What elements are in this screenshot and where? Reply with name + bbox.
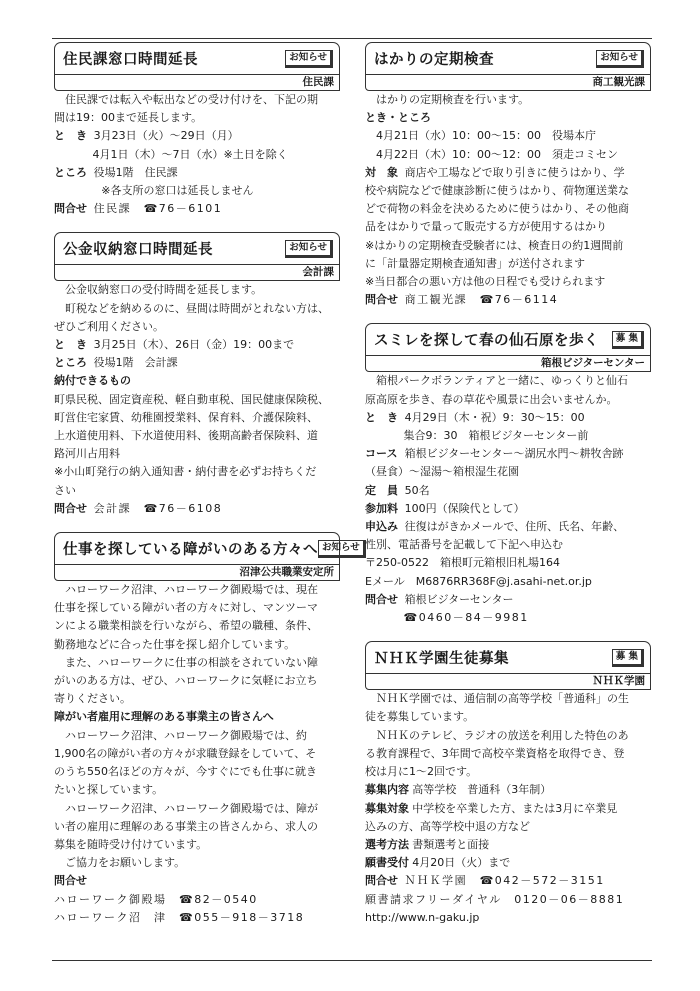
article-body — [365, 372, 651, 627]
line-text: 町営住宅家賃、幼稚園授業料、保育料、介護保険料、 — [54, 410, 318, 424]
body-line — [54, 482, 340, 500]
body-line — [365, 763, 651, 781]
line-text: 住民課では転入や転出などの受け付けを、下記の期 — [65, 93, 318, 106]
body-line — [365, 518, 651, 536]
body-line — [54, 354, 340, 372]
line-text: 100円（保険代として） — [404, 501, 525, 515]
body-line — [365, 554, 651, 572]
dept-row — [54, 264, 340, 281]
body-line — [54, 654, 340, 672]
right-column — [365, 42, 651, 941]
body-line — [365, 836, 651, 854]
body-line — [365, 872, 651, 890]
line-text: い者の雇用に理解のある事業主の皆さんから、求人の — [54, 819, 318, 833]
body-line — [54, 391, 340, 409]
body-line — [54, 836, 340, 854]
body-line — [54, 336, 340, 354]
department-label: 商工観光課 — [365, 74, 651, 91]
body-line — [54, 182, 340, 200]
article-title: ＮＨＫ学園生徒募集 — [374, 651, 509, 668]
body-line — [365, 372, 651, 390]
line-text: 箱根ビジターセンター～湖尻水門～耕牧舎跡 — [404, 447, 624, 461]
dept-row — [365, 673, 651, 690]
line-text: 役場1階 住民課 — [93, 165, 178, 179]
line-text: 集合9：30 箱根ビジターセンター前 — [403, 429, 589, 443]
body-line — [54, 872, 340, 890]
body-line — [365, 591, 651, 609]
body-line — [54, 372, 340, 390]
field-key: ところ — [54, 356, 87, 370]
body-line — [54, 599, 340, 617]
line-text: ※当日都合の悪い方は他の日程でも受けられます — [365, 275, 606, 289]
body-line — [54, 800, 340, 818]
line-text: ぜひご利用ください。 — [54, 319, 164, 333]
line-text: ハローワーク御殿場 ☎82－0540 — [54, 892, 258, 906]
body-line — [54, 91, 340, 109]
line-text: 4月1日（木）～7日（水）※土日を除く — [92, 147, 288, 161]
body-line — [54, 581, 340, 599]
body-line — [54, 318, 340, 336]
line-text: ハローワーク沼 津 ☎055－918－3718 — [54, 910, 305, 924]
body-line — [54, 146, 340, 164]
field-key: 問合せ — [365, 293, 398, 307]
line-text: 商工観光課 ☎76－6114 — [404, 293, 559, 307]
body-line — [365, 255, 651, 273]
body-line — [54, 690, 340, 708]
field-key: 募集内容 — [365, 783, 409, 797]
line-text: http://www.n-gaku.jp — [365, 910, 480, 924]
article-header — [365, 42, 651, 74]
line-text: 高等学校 普通科（3年制） — [412, 783, 552, 797]
body-line — [365, 482, 651, 500]
field-key: と き — [54, 129, 87, 143]
line-text: 校や病院などで健康診断に使うはかり、荷物運送業な — [365, 184, 629, 198]
article-title: スミレを探して春の仙石原を歩く — [374, 333, 599, 350]
body-line — [54, 427, 340, 445]
line-text: に「計量器定期検査通知書」が送付されます — [365, 256, 585, 270]
body-line — [54, 727, 340, 745]
article-header — [54, 532, 360, 564]
body-line — [365, 573, 651, 591]
article-left-2 — [54, 532, 360, 927]
field-key: 対 象 — [365, 165, 398, 179]
field-key: 問合せ — [365, 874, 398, 888]
line-text: 3月23日（火）～29日（月） — [93, 129, 239, 143]
article-body — [365, 690, 651, 927]
body-line — [365, 91, 651, 109]
notice-badge: お知らせ — [318, 540, 366, 558]
line-text: 障がい者雇用に理解のある事業主の皆さんへ — [54, 710, 274, 724]
line-text: る教育課程で、3年間で高校卒業資格を取得でき、登 — [365, 746, 625, 760]
field-key: 問合せ — [54, 501, 87, 515]
line-text: ※小山町発行の納入通知書・納付書を必ずお持ちくだ — [54, 465, 317, 479]
line-text: 原高原を歩き、春の草花や風景に出会いませんか。 — [365, 392, 618, 406]
line-text: 中学校を卒業した方、または3月に卒業見 — [412, 801, 618, 815]
body-line — [54, 891, 340, 909]
article-body — [54, 91, 340, 218]
department-label: 沼津公共職業安定所 — [54, 564, 340, 581]
body-line — [54, 745, 340, 763]
body-line — [365, 218, 651, 236]
body-line — [365, 891, 651, 909]
field-key: 選考方法 — [365, 837, 409, 851]
line-text: 仕事を探している障がい者の方々に対し、マンツーマ — [54, 601, 318, 615]
line-text: 町税などを納めるのに、昼間は時間がとれない方は、 — [65, 301, 329, 315]
line-text: 商店や工場などで取り引きに使うはかり、学 — [404, 165, 625, 179]
line-text: 込みの方、高等学校中退の方など — [365, 819, 530, 833]
line-text: 公金収納窓口の受付時間を延長します。 — [65, 283, 263, 297]
line-text: ※はかりの定期検査受験者には、検査日の約1週間前 — [365, 238, 624, 252]
notice-badge: お知らせ — [596, 50, 644, 68]
article-body — [54, 581, 340, 927]
line-text: 校は月に1～2回です。 — [365, 765, 478, 779]
line-text: ハローワーク沼津、ハローワーク御殿場では、障が — [65, 801, 318, 815]
line-text: ＮＨＫ学園 ☎042－572－3151 — [404, 874, 605, 888]
line-text: 上水道使用料、下水道使用料、後期高齢者保険料、道 — [54, 429, 318, 443]
body-line — [365, 237, 651, 255]
line-text: ＮＨＫ学園では、通信制の高等学校「普通科」の生 — [376, 692, 629, 706]
field-key: 参加料 — [365, 501, 398, 515]
line-text: ＮＨＫのテレビ、ラジオの放送を利用した特色のあ — [376, 728, 629, 742]
article-header — [54, 232, 340, 264]
article-left-0 — [54, 42, 340, 218]
body-line — [365, 273, 651, 291]
line-text: 〒250-0522 箱根町元箱根旧札場164 — [365, 556, 560, 570]
article-left-1 — [54, 232, 340, 518]
line-text: 3月25日（木）、26日（金）19：00まで — [93, 338, 295, 352]
line-text: のうち550名ほどの方々が、今すぐにでも仕事に就き — [54, 765, 317, 779]
dept-row — [365, 355, 651, 372]
body-line — [365, 690, 651, 708]
body-line — [365, 427, 651, 445]
field-key: ところ — [54, 165, 87, 179]
dept-row — [54, 564, 340, 581]
body-line — [365, 409, 651, 427]
article-right-2 — [365, 641, 651, 927]
body-line — [54, 200, 340, 218]
line-text: 往復はがきかメールで、住所、氏名、年齢、 — [404, 520, 625, 534]
body-line — [54, 909, 340, 927]
body-line — [365, 781, 651, 799]
body-line — [365, 745, 651, 763]
line-text: また、ハローワークに仕事の相談をされていない障 — [65, 655, 318, 669]
line-text: ハローワーク沼津、ハローワーク御殿場では、現在 — [65, 583, 318, 597]
body-line — [365, 463, 651, 481]
article-header — [365, 641, 651, 673]
line-text: さい — [54, 483, 76, 497]
department-label: 箱根ビジターセンター — [365, 355, 651, 372]
field-key: と き — [365, 410, 398, 424]
body-line — [365, 146, 651, 164]
line-text: （昼食）～湿湯～箱根湿生花園 — [365, 465, 519, 479]
line-text: 性別、電話番号を記載して下記へ申込む — [365, 538, 563, 552]
notice-badge: 募 集 — [612, 649, 644, 667]
dept-row — [365, 74, 651, 91]
field-key: と き — [54, 338, 87, 352]
body-line — [54, 500, 340, 518]
department-label: ＮＨＫ学園 — [365, 673, 651, 690]
body-line — [365, 164, 651, 182]
article-body — [54, 281, 340, 518]
body-line — [365, 182, 651, 200]
body-line — [54, 763, 340, 781]
body-line — [365, 445, 651, 463]
body-line — [54, 708, 340, 726]
line-text: とき・ところ — [365, 111, 431, 125]
line-text: 寄りください。 — [54, 692, 131, 706]
line-text: がいのある方は、ぜひ、ハローワークに気軽にお立ち — [54, 674, 318, 688]
body-line — [365, 200, 651, 218]
line-text: 50名 — [404, 483, 430, 497]
body-line — [54, 636, 340, 654]
body-line — [365, 727, 651, 745]
field-key: 問合せ — [365, 592, 398, 606]
department-label: 会計課 — [54, 264, 340, 281]
line-text: はかりの定期検査を行います。 — [376, 93, 530, 106]
body-line — [365, 109, 651, 127]
line-text: 1,900名の障がい者の方々が求職登録をしていて、そ — [54, 746, 317, 760]
line-text: 問合せ — [54, 874, 87, 888]
line-text: ハローワーク沼津、ハローワーク御殿場では、約 — [65, 728, 307, 742]
line-text: 役場1階 会計課 — [93, 356, 178, 370]
line-text: 徒を募集しています。 — [365, 710, 475, 724]
article-title: はかりの定期検査 — [374, 52, 494, 68]
body-line — [365, 391, 651, 409]
field-key: 問合せ — [54, 202, 87, 216]
line-text: どで荷物の料金を決めるために使うはかり、その他商 — [365, 202, 629, 216]
article-title: 住民課窓口時間延長 — [63, 52, 198, 68]
line-text: ンによる職業相談を行いながら、希望の職種、条件、 — [54, 619, 318, 633]
line-text: 間は19：00まで延長します。 — [54, 111, 203, 125]
body-line — [54, 445, 340, 463]
article-title: 仕事を探している障がいのある方々へ — [63, 542, 318, 559]
line-text: 願書請求フリーダイヤル 0120－06－8881 — [365, 892, 625, 906]
article-right-1 — [365, 323, 651, 627]
line-text: 4月20日（火）まで — [412, 856, 511, 870]
body-line — [365, 127, 651, 145]
article-header — [365, 323, 651, 355]
department-label: 住民課 — [54, 74, 340, 91]
line-text: 納付できるもの — [54, 374, 131, 388]
line-text: 品をはかりで量って販売する方が使用するはかり — [365, 220, 607, 234]
body-line — [54, 109, 340, 127]
body-line — [54, 164, 340, 182]
line-text: 4月22日（木）10：00～12：00 須走コミセン — [376, 147, 618, 161]
article-body — [365, 91, 651, 309]
body-line — [54, 300, 340, 318]
field-key: コース — [365, 447, 398, 461]
body-line — [365, 708, 651, 726]
article-right-0 — [365, 42, 651, 309]
line-text: Eメール M6876RR368F@j.asahi-net.or.jp — [365, 574, 592, 588]
line-text: 住民課 ☎76－6101 — [93, 202, 223, 216]
body-line — [365, 609, 651, 627]
line-text: 箱根ビジターセンター — [404, 592, 514, 606]
dept-row — [54, 74, 340, 91]
line-text: 箱根パークボランティアと一緒に、ゆっくりと仙石 — [376, 374, 629, 388]
field-key: 定 員 — [365, 483, 398, 497]
body-line — [54, 463, 340, 481]
body-line — [365, 800, 651, 818]
notice-badge: お知らせ — [285, 240, 333, 258]
line-text: 4月21日（水）10：00～15：00 役場本庁 — [376, 129, 596, 143]
body-line — [54, 127, 340, 145]
bottom-rule — [52, 960, 652, 961]
line-text: たいと探しています。 — [54, 783, 164, 797]
line-text: ※各支所の窓口は延長しません — [101, 184, 254, 198]
body-line — [54, 818, 340, 836]
body-line — [365, 500, 651, 518]
body-line — [365, 818, 651, 836]
article-title: 公金収納窓口時間延長 — [63, 242, 213, 259]
notice-badge: お知らせ — [285, 50, 333, 68]
notice-badge: 募 集 — [612, 331, 644, 349]
left-column — [54, 42, 360, 941]
field-key: 申込み — [365, 520, 398, 534]
body-line — [365, 854, 651, 872]
line-text: 会計課 ☎76－6108 — [93, 501, 223, 515]
line-text: 4月29日（木・祝）9：30～15：00 — [404, 410, 585, 424]
body-line — [365, 291, 651, 309]
line-text: ご協力をお願いします。 — [65, 856, 186, 870]
body-line — [54, 672, 340, 690]
line-text: 募集を随時受け付けています。 — [54, 837, 208, 851]
field-key: 募集対象 — [365, 801, 409, 815]
line-text: 勤務地などに合った仕事を探し紹介しています。 — [54, 637, 296, 651]
article-header — [54, 42, 340, 74]
line-text: ☎0460－84－9981 — [403, 611, 529, 625]
body-line — [54, 281, 340, 299]
body-line — [54, 781, 340, 799]
body-line — [365, 909, 651, 927]
body-line — [54, 617, 340, 635]
line-text: 町県民税、固定資産税、軽自動車税、国民健康保険税、 — [54, 392, 329, 406]
line-text: 路河川占用料 — [54, 447, 120, 461]
field-key: 願書受付 — [365, 856, 409, 870]
body-line — [54, 409, 340, 427]
top-rule — [52, 38, 652, 39]
body-line — [54, 854, 340, 872]
body-line — [365, 536, 651, 554]
line-text: 書類選考と面接 — [412, 837, 490, 851]
